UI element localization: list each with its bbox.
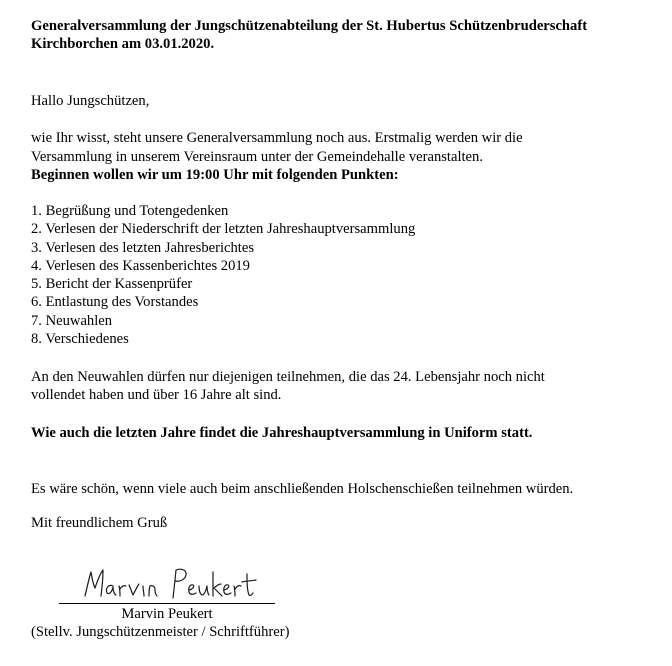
heading-line-1: Generalversammlung der Jungschützenabteilung der St. Hubertus Schützenbruderschaft	[31, 18, 588, 34]
agenda-item: 4. Verlesen des Kassenberichtes 2019	[31, 257, 250, 274]
signature-line	[59, 603, 275, 604]
agenda-item: 2. Verlesen der Niederschrift der letzten Jahreshauptversammlung	[31, 221, 416, 238]
intro-start-time: Beginnen wollen wir um 19:00 Uhr mit folgenden Punkten:	[31, 167, 399, 183]
agenda-item: 6. Entlastung des Vorstandes	[31, 294, 199, 311]
signatory-role: (Stellv. Jungschützenmeister / Schriftführer)	[31, 624, 290, 640]
intro-line-1: wie Ihr wisst, steht unsere Generalversammlung noch aus. Erstmalig werden wir die	[31, 130, 523, 146]
eligibility-line-1: An den Neuwahlen dürfen nur diejenigen teilnehmen, die das 24. Lebensjahr noch nicht	[31, 369, 545, 385]
agenda-item: 7. Neuwahlen	[31, 312, 113, 329]
heading-line-2: Kirchborchen am 03.01.2020.	[31, 36, 215, 52]
uniform-notice: Wie auch die letzten Jahre findet die Jahreshauptversammlung in Uniform statt.	[31, 425, 533, 441]
greeting: Hallo Jungschützen,	[31, 93, 150, 109]
closing-greeting: Mit freundlichem Gruß	[31, 515, 168, 531]
agenda-item: 1. Begrüßung und Totengedenken	[31, 203, 229, 219]
agenda-item: 8. Verschiedenes	[31, 331, 129, 348]
agenda-item: 3. Verlesen des letzten Jahresberichtes	[31, 239, 255, 256]
handwritten-signature	[81, 562, 271, 604]
shooting-note: Es wäre schön, wenn viele auch beim anschließenden Holschenschießen teilnehmen würden.	[31, 481, 574, 497]
intro-line-2: Versammlung in unserem Vereinsraum unter der Gemeindehalle veranstalten.	[31, 149, 483, 165]
signatory-name: Marvin Peukert	[121, 606, 213, 622]
eligibility-line-2: vollendet haben und über 16 Jahre alt sind.	[31, 387, 282, 403]
agenda-list	[31, 202, 415, 348]
signature-block	[31, 560, 351, 660]
agenda-item: 5. Bericht der Kassenprüfer	[31, 276, 193, 293]
